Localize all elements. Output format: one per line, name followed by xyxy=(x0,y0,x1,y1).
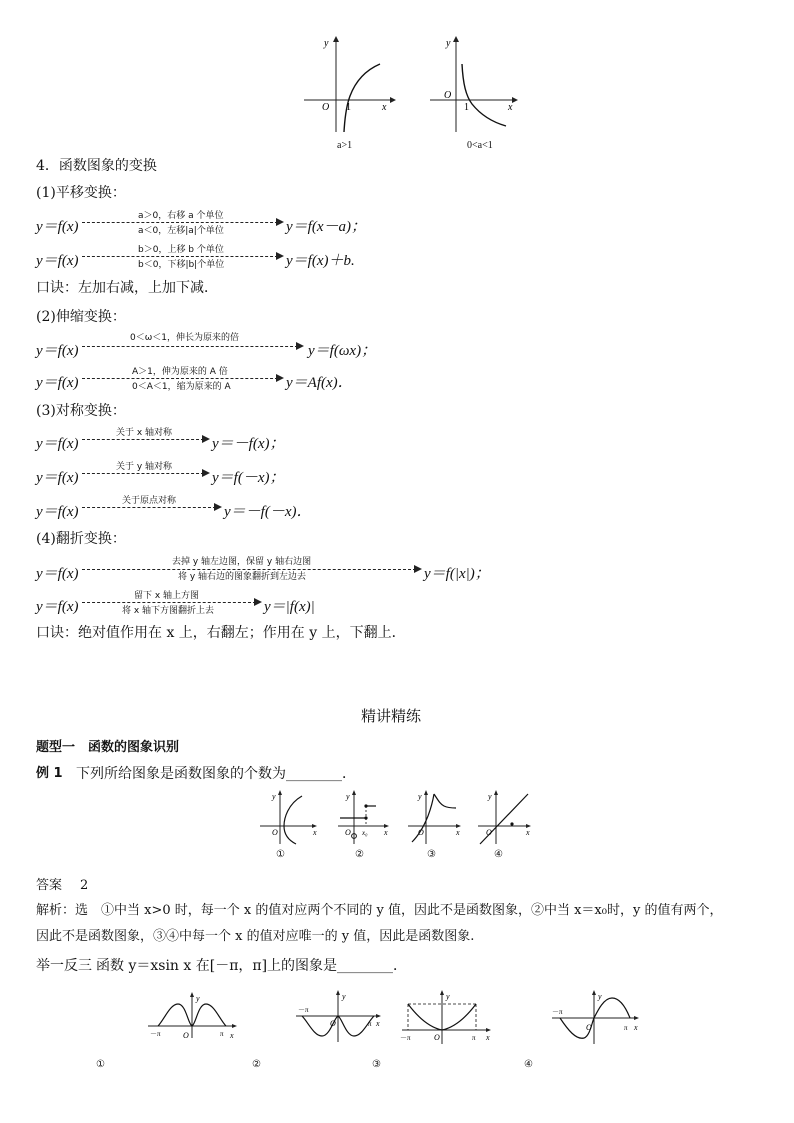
example1-graph-2-label: ② xyxy=(355,849,364,860)
graph2-origin: O xyxy=(444,90,452,101)
svg-text:y: y xyxy=(598,992,602,1001)
translation-row2-arrow xyxy=(82,242,282,272)
followup-graph-2-label: ② xyxy=(252,1059,261,1070)
scaling-heading: (2)伸缩变换： xyxy=(36,309,126,325)
graph1-x-label: x xyxy=(382,102,387,113)
flip-row2-cond-bottom: 将 x 轴下方图翻折上去 xyxy=(122,606,215,616)
answer-value: 2 xyxy=(80,878,89,893)
followup-graph3-pi: π xyxy=(472,1034,476,1042)
svg-text:O: O xyxy=(330,1019,336,1028)
flip-row2-cond-top: 留下 x 轴上方图 xyxy=(134,591,200,601)
scaling-row1-rhs: y＝f(ωx)； xyxy=(308,343,377,359)
example1-graph-3-label: ③ xyxy=(427,849,436,860)
svg-text:x: x xyxy=(230,1031,234,1040)
svg-text:O: O xyxy=(486,828,492,837)
translation-row2-lhs: y＝f(x) xyxy=(36,253,79,269)
svg-text:x: x xyxy=(456,828,460,837)
svg-text:O: O xyxy=(345,828,351,837)
scaling-row2-cond-bottom: 0＜A＜1，缩为原来的 A xyxy=(132,382,231,392)
graph-a-greater-than-1 xyxy=(300,34,400,134)
example1-graph-3 xyxy=(406,790,464,846)
graph2-caption: 0<a<1 xyxy=(467,140,493,151)
followup-question: 函数 y＝xsin x 在[－π，π]上的图象是________． xyxy=(96,958,408,974)
section4-title: 4．函数图象的变换 xyxy=(36,158,157,174)
translation-mnemonic: 口诀：左加右减，上加下减． xyxy=(36,280,218,296)
followup-graph4-neg-pi: －π xyxy=(552,1008,563,1016)
example1-graph-1 xyxy=(258,790,320,846)
followup-label: 举一反三 xyxy=(36,958,92,974)
flip-row1-cond-top: 去掉 y 轴左边图，保留 y 轴右边图 xyxy=(172,557,312,567)
followup-graph-1-label: ① xyxy=(96,1059,105,1070)
followup-graph3-neg-pi: －π xyxy=(400,1034,411,1042)
example1-question: 下列所给图象是函数图象的个数为________． xyxy=(76,766,356,782)
graph2-x-label: x xyxy=(508,102,513,113)
svg-text:x: x xyxy=(486,1033,490,1042)
graph1-caption: a>1 xyxy=(337,140,353,151)
svg-text:y: y xyxy=(418,792,422,801)
symmetry-row1-arrow xyxy=(82,425,212,449)
flip-heading: (4)翻折变换： xyxy=(36,531,126,547)
symmetry-row3-cond-top: 关于原点对称 xyxy=(122,496,177,506)
type1-heading: 题型一 函数的图象识别 xyxy=(36,740,180,755)
answer-label: 答案 xyxy=(36,878,63,893)
scaling-row1-cond-top: 0＜ω＜1，伸长为原来的倍 xyxy=(130,333,239,343)
followup-graph2-pi: π xyxy=(368,1020,372,1028)
followup-graph1-pi: π xyxy=(220,1030,224,1038)
followup-graph2-neg-pi: －π xyxy=(298,1006,309,1014)
translation-row2-cond-bottom: b＜0，下移|b|个单位 xyxy=(138,260,225,270)
symmetry-row2-cond-top: 关于 y 轴对称 xyxy=(116,462,173,472)
graph2-y-label: y xyxy=(446,38,451,49)
symmetry-row1-rhs: y＝－f(x)； xyxy=(212,436,285,452)
svg-text:y: y xyxy=(488,792,492,801)
scaling-row1-arrow xyxy=(82,330,304,354)
svg-text:x: x xyxy=(313,828,317,837)
symmetry-row2-lhs: y＝f(x) xyxy=(36,470,79,486)
graph2-tick: 1 xyxy=(464,102,469,113)
translation-row1-cond-top: a＞0，右移 a 个单位 xyxy=(138,211,224,221)
followup-graph-3-label: ③ xyxy=(372,1059,381,1070)
svg-text:O: O xyxy=(183,1031,189,1040)
example1-x0-label: x₀ xyxy=(362,829,368,837)
symmetry-row1-lhs: y＝f(x) xyxy=(36,436,79,452)
svg-text:y: y xyxy=(272,792,276,801)
translation-row2-cond-top: b＞0，上移 b 个单位 xyxy=(138,245,224,255)
translation-row1-cond-bottom: a＜0，左移|a|个单位 xyxy=(138,226,224,236)
example1-graph-2 xyxy=(336,790,392,846)
followup-graph-2 xyxy=(294,990,386,1046)
svg-text:x: x xyxy=(526,828,530,837)
graph1-y-label: y xyxy=(324,38,329,49)
flip-mnemonic: 口诀：绝对值作用在 x 上，右翻左；作用在 y 上，下翻上． xyxy=(36,625,406,641)
svg-text:y: y xyxy=(446,992,450,1001)
flip-row1-cond-bottom: 将 y 轴右边的图象翻折到左边去 xyxy=(178,572,307,582)
example1-graph-4 xyxy=(476,790,534,846)
svg-text:x: x xyxy=(634,1023,638,1032)
followup-graph-4-label: ④ xyxy=(524,1059,533,1070)
example1-graph-1-label: ① xyxy=(276,849,285,860)
svg-text:O: O xyxy=(272,828,278,837)
svg-text:y: y xyxy=(342,992,346,1001)
followup-graph1-neg-pi: －π xyxy=(150,1030,161,1038)
svg-text:x: x xyxy=(376,1019,380,1028)
flip-row2-lhs: y＝f(x) xyxy=(36,599,79,615)
svg-text:O: O xyxy=(586,1023,592,1032)
example1-graph-4-label: ④ xyxy=(494,849,503,860)
translation-row1-arrow xyxy=(82,208,282,238)
flip-row2-arrow xyxy=(82,588,262,618)
graph1-origin: O xyxy=(322,102,330,113)
translation-row2-rhs: y＝f(x)＋b. xyxy=(286,253,355,269)
svg-text:x: x xyxy=(384,828,388,837)
symmetry-row2-rhs: y＝f(－x)； xyxy=(212,470,285,486)
followup-graph-1 xyxy=(146,992,242,1042)
flip-row1-rhs: y＝f(|x|)； xyxy=(424,566,490,582)
symmetry-row3-lhs: y＝f(x) xyxy=(36,504,79,520)
translation-row1-rhs: y＝f(x－a)； xyxy=(286,219,366,235)
flip-row2-rhs: y＝|f(x)| xyxy=(264,599,315,615)
graph-a-between-0-and-1 xyxy=(428,34,528,134)
scaling-row2-arrow xyxy=(82,364,282,394)
scaling-row2-rhs: y＝Af(x)． xyxy=(286,375,353,391)
symmetry-row2-arrow xyxy=(82,459,212,483)
symmetry-heading: (3)对称变换： xyxy=(36,403,126,419)
scaling-row1-lhs: y＝f(x) xyxy=(36,343,79,359)
svg-text:y: y xyxy=(196,994,200,1003)
analysis-line1: 解析：选 ①中当 x>0 时，每一个 x 的值对应两个不同的 y 值，因此不是函数图象，②中当 x＝x₀时，y 的值有两个， xyxy=(36,903,723,918)
analysis-line2: 因此不是函数图象，③④中每一个 x 的值对应唯一的 y 值，因此是函数图象. xyxy=(36,929,475,944)
translation-row1-lhs: y＝f(x) xyxy=(36,219,79,235)
flip-row1-lhs: y＝f(x) xyxy=(36,566,79,582)
symmetry-row3-rhs: y＝－f(－x)． xyxy=(224,504,312,520)
symmetry-row1-cond-top: 关于 x 轴对称 xyxy=(116,428,173,438)
svg-text:O: O xyxy=(434,1033,440,1042)
scaling-row2-cond-top: A＞1，伸为原来的 A 倍 xyxy=(132,367,228,377)
symmetry-row3-arrow xyxy=(82,493,224,517)
followup-graph-4 xyxy=(550,990,644,1046)
example1-label: 例 1 xyxy=(36,766,63,781)
svg-text:y: y xyxy=(346,792,350,801)
svg-text:O: O xyxy=(418,828,424,837)
practice-title: 精讲精练 xyxy=(361,707,422,725)
graph1-tick: 1 xyxy=(346,102,351,113)
flip-row1-arrow xyxy=(82,554,422,584)
scaling-row2-lhs: y＝f(x) xyxy=(36,375,79,391)
translation-heading: (1)平移变换： xyxy=(36,185,126,201)
followup-graph4-pi: π xyxy=(624,1024,628,1032)
followup-graph-3 xyxy=(400,990,496,1046)
